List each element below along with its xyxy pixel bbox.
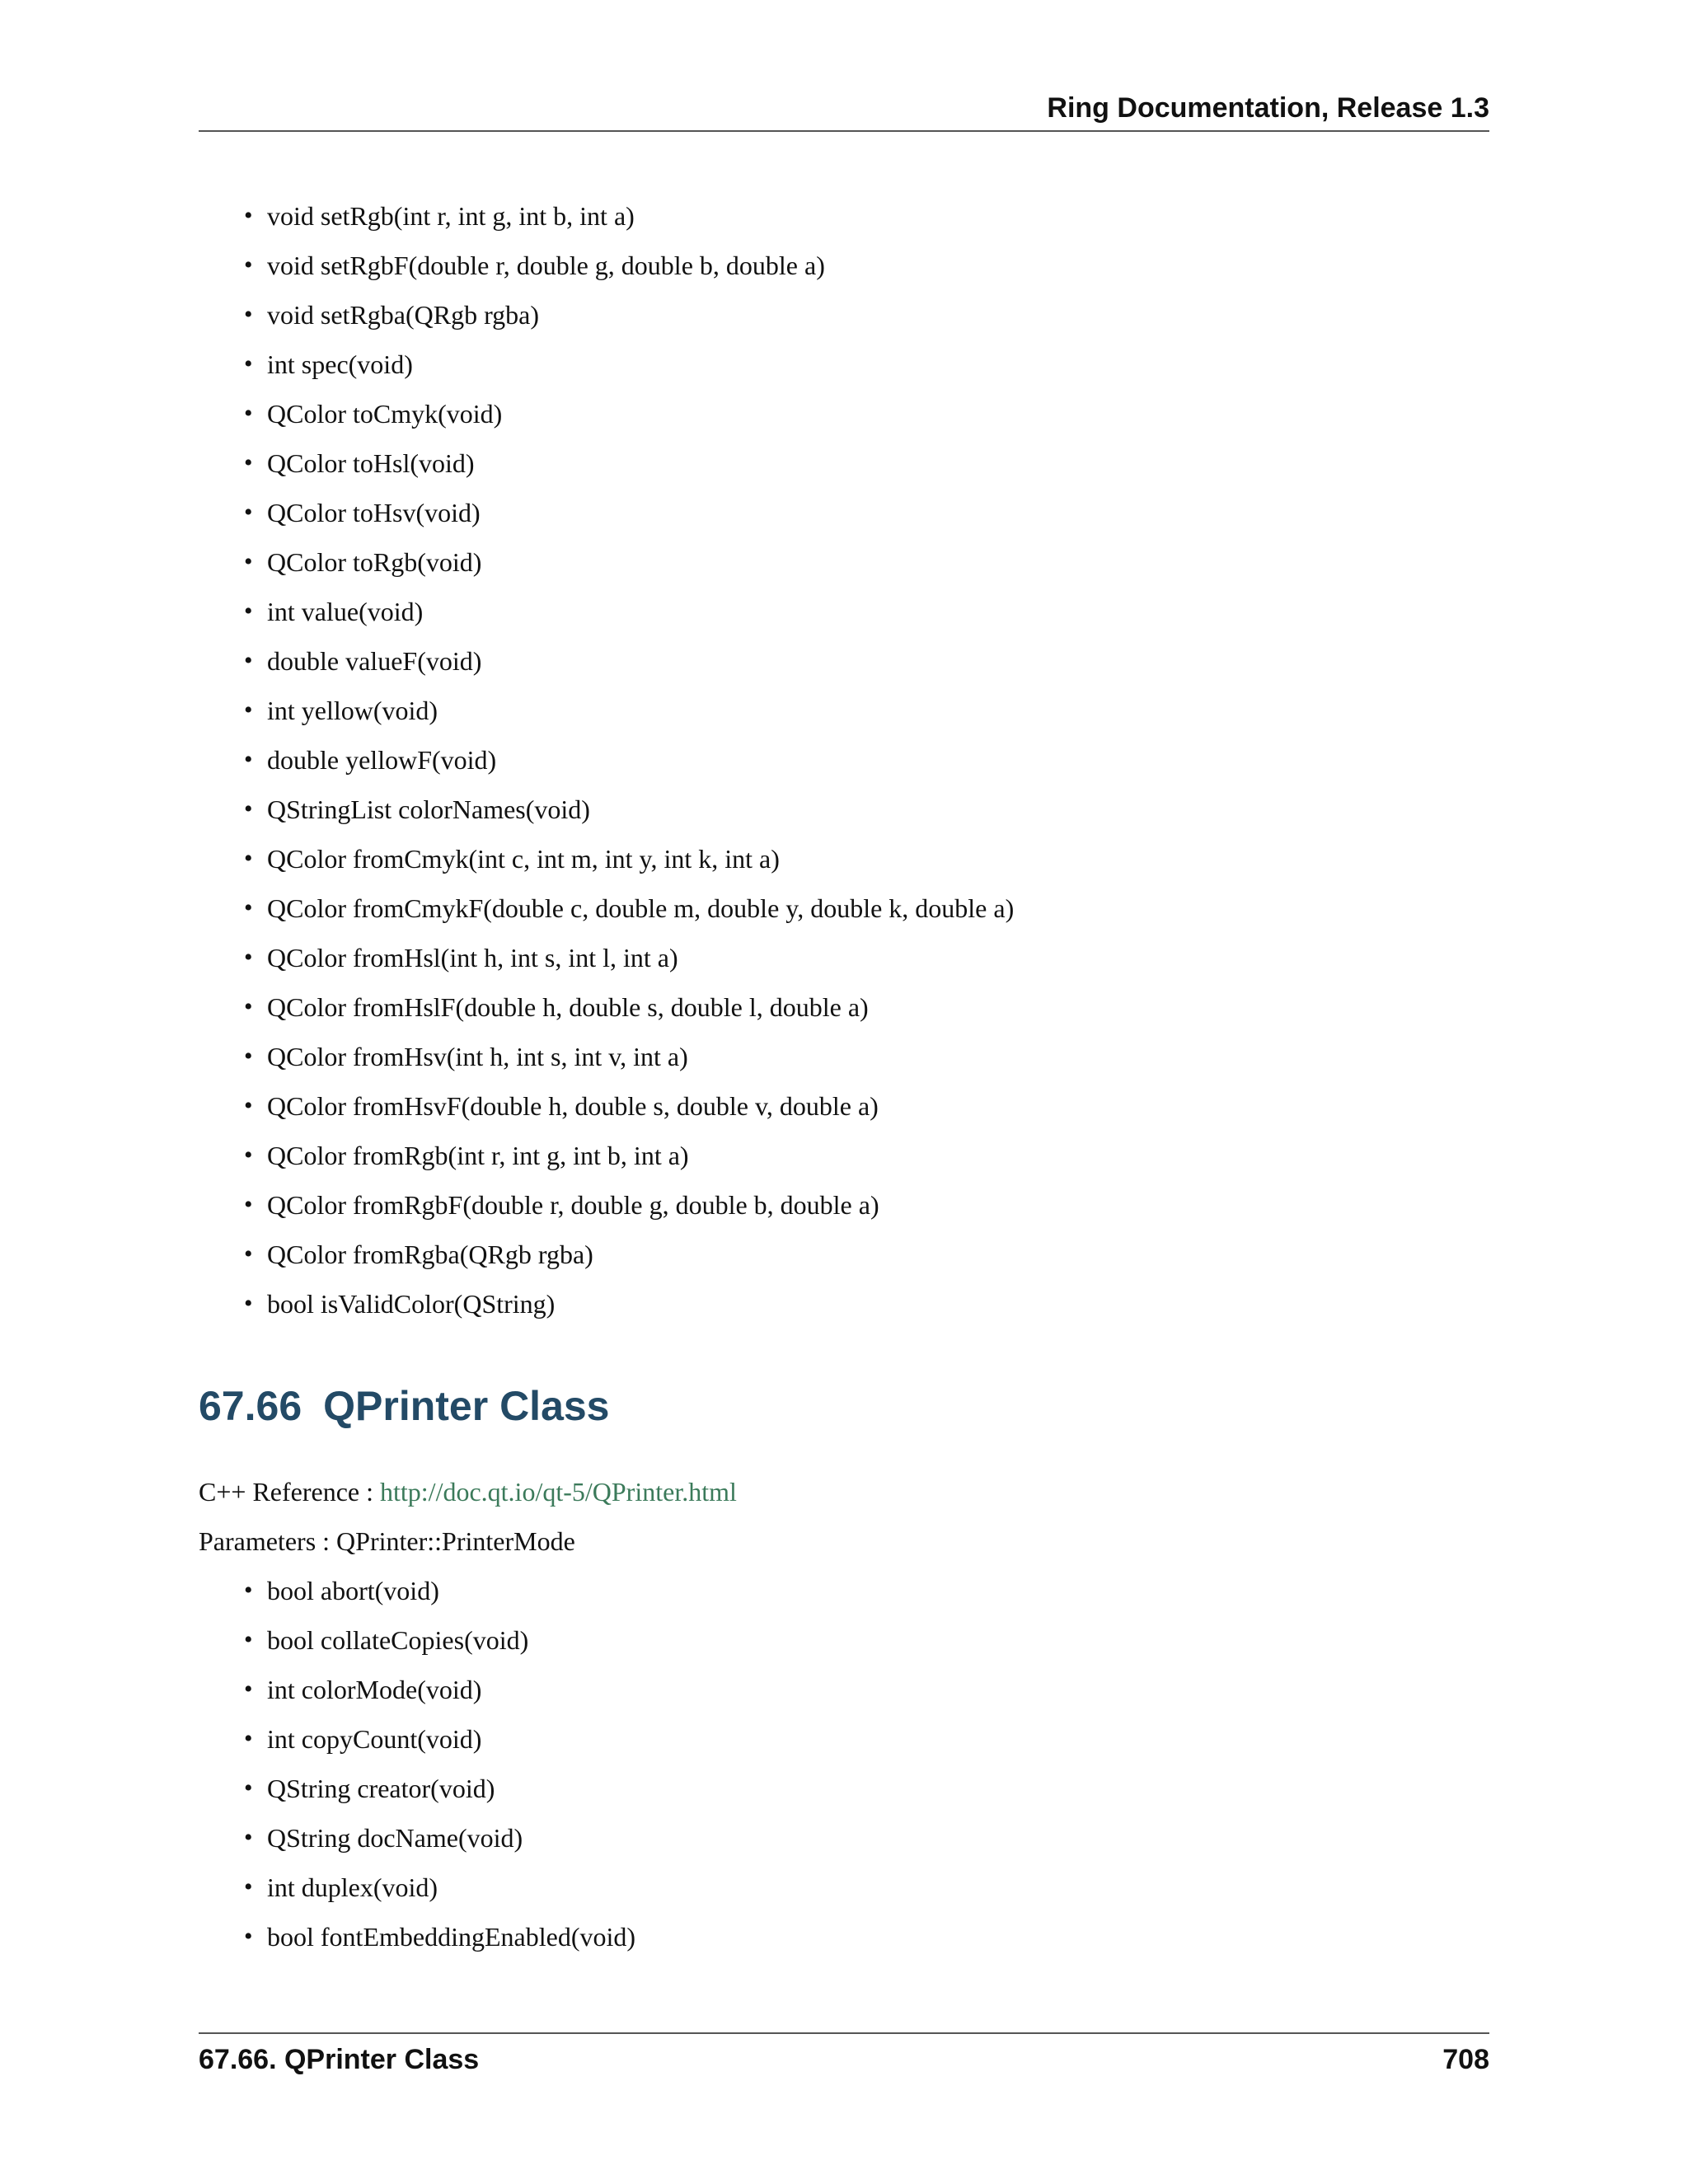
bullet-icon: • [244,1626,253,1653]
running-header [199,92,1489,132]
bullet-icon: • [244,1043,253,1070]
bullet-icon: • [244,1824,253,1851]
list-item: • QColor fromHsvF(double h, double s, double v, double a) [244,1091,879,1121]
section-title: QPrinter Class [323,1383,610,1429]
list-item: • QColor fromRgba(QRgb rgba) [244,1240,593,1269]
bullet-icon: • [244,1675,253,1703]
header-title: Ring Documentation, Release 1.3 [1047,92,1489,124]
list-item: • QColor toHsl(void) [244,448,475,478]
bullet-icon: • [244,400,253,427]
list-item: • int copyCount(void) [244,1724,482,1754]
list-item: • bool abort(void) [244,1576,439,1605]
bullet-icon: • [244,647,253,674]
bullet-icon: • [244,202,253,229]
bullet-icon: • [244,795,253,823]
list-item: • void setRgba(QRgb rgba) [244,300,540,330]
list-item: • QColor toHsv(void) [244,498,481,527]
bullet-icon: • [244,1141,253,1169]
list-item: • QString docName(void) [244,1823,523,1853]
list-item: • double valueF(void) [244,646,482,676]
bullet-icon: • [244,845,253,872]
list-item: • QColor fromCmykF(double c, double m, double y, double k, double a) [244,893,1015,923]
list-item: • QStringList colorNames(void) [244,794,590,824]
reference-label: C++ Reference : [199,1477,380,1507]
list-item: • int yellow(void) [244,696,438,725]
list-item: • int duplex(void) [244,1872,438,1902]
list-item: • QColor fromRgb(int r, int g, int b, int a) [244,1141,689,1170]
bullet-icon: • [244,746,253,773]
bullet-icon: • [244,350,253,377]
list-item: • QColor fromHsv(int h, int s, int v, int a) [244,1042,688,1071]
bullet-icon: • [244,993,253,1020]
bullet-icon: • [244,449,253,476]
list-item: • QColor fromRgbF(double r, double g, double b, double a) [244,1190,879,1220]
bullet-icon: • [244,499,253,526]
list-item: • QColor fromHslF(double h, double s, double l, double a) [244,992,869,1022]
list-item: • int spec(void) [244,349,413,379]
reference-link[interactable]: http://doc.qt.io/qt-5/QPrinter.html [380,1477,737,1507]
list-item: • bool collateCopies(void) [244,1625,529,1655]
bullet-icon: • [244,1092,253,1119]
bullet-icon: • [244,1923,253,1950]
cpp-reference-line [199,1475,737,1508]
list-item: • void setRgbF(double r, double g, double b, double a) [244,251,825,280]
list-item: • QColor toCmyk(void) [244,399,503,429]
bullet-icon: • [244,696,253,724]
bullet-icon: • [244,894,253,921]
bullet-icon: • [244,1240,253,1268]
bullet-icon: • [244,944,253,971]
bullet-icon: • [244,1873,253,1900]
list-item: • QColor fromHsl(int h, int s, int l, int a) [244,943,678,972]
list-item: • bool isValidColor(QString) [244,1289,556,1319]
bullet-icon: • [244,251,253,279]
list-item: • QColor toRgb(void) [244,547,482,577]
bullet-icon: • [244,1577,253,1604]
list-item: • void setRgb(int r, int g, int b, int a) [244,201,635,231]
section-number: 67.66 [199,1383,302,1429]
list-item: • bool fontEmbeddingEnabled(void) [244,1922,636,1952]
page-number: 708 [1442,2044,1489,2075]
list-item: • int colorMode(void) [244,1675,482,1704]
list-item: • QColor fromCmyk(int c, int m, int y, int k, int a) [244,844,780,874]
bullet-icon: • [244,548,253,575]
list-item: • QString creator(void) [244,1774,495,1803]
section-heading [199,1381,610,1431]
bullet-icon: • [244,1191,253,1218]
list-item: • double yellowF(void) [244,745,497,775]
bullet-icon: • [244,1725,253,1752]
parameters-line: Parameters : QPrinter::PrinterMode [199,1526,575,1556]
bullet-icon: • [244,1290,253,1317]
bullet-icon: • [244,1774,253,1802]
list-item: • int value(void) [244,597,424,626]
bullet-icon: • [244,598,253,625]
footer-section-title: 67.66. QPrinter Class [199,2044,480,2075]
bullet-icon: • [244,301,253,328]
running-footer [199,2032,1489,2083]
